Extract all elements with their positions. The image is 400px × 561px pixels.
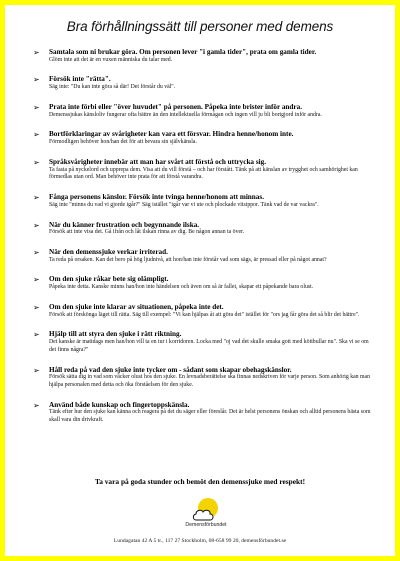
tip-text: Ta reda på orsaken. Kan det bero på hög ljudnivå, att hon/han inte förstår vad som sägs, är pressad eller på något annat?: [49, 256, 327, 263]
tip-text: Det kanske är mattdags men han/hon vill ta en tur i korridoren. Locka med "oj vad det skulle smaka gott med köttbullar nu". Ska vi se om det finns några?": [49, 339, 369, 353]
arrow-bullet-icon: ➢: [33, 302, 40, 312]
arrow-bullet-icon: ➢: [33, 157, 40, 167]
arrow-bullet-icon: ➢: [33, 75, 40, 85]
tip-item: [33, 221, 375, 237]
tip-heading: Språksvårigheter innebär att man har svårt att förstå och uttrycka sig.: [49, 157, 267, 166]
document-title: Bra förhållningssätt till personer med demens: [66, 19, 334, 34]
logo-wordmark: Demensförbundet: [185, 522, 227, 528]
tip-item: [33, 48, 375, 64]
demensforbundet-logo: [177, 496, 235, 532]
tip-heading: Hjälp till att styra den sjuke i rätt riktning.: [49, 330, 182, 339]
arrow-bullet-icon: ➢: [33, 48, 40, 57]
tip-heading: När du känner frustration och begynnande ilska.: [49, 220, 200, 229]
logo-cloud-shape: [193, 510, 213, 520]
tip-heading: Försök inte "rätta".: [49, 75, 111, 84]
tip-text: Förmodligen behöver hon/han det för att bevara sin självkänsla.: [49, 139, 197, 146]
tip-text: Påpeka inte detta. Kanske minns han/hon inte händelsen och även om så är fallet, skapar ett påpekande bara olust.: [49, 284, 314, 291]
tip-heading: Fånga personens känslor. Försök inte tvinga henne/honom att minnas.: [49, 193, 264, 202]
tip-text: Demenssjukas känsloliv fungerar ofta bättre än den intellektuella förmågan och ingen vill ju bli bortgjord inför andra.: [49, 111, 322, 118]
tip-text: Säg inte: "Du kan inte göra så där! Det förstår du väl".: [49, 84, 176, 91]
tip-item: [33, 303, 375, 319]
tip-heading: Prata inte förbi eller "över huvudet" på personen. Påpeka inte brister inför andra.: [49, 102, 303, 111]
tip-text: Tänk efter hur den sjuke kan känna och reagera på det du säger eller föreslår. Det är helst personens önskan och alltid personens bästa som skall vara din drivkraft.: [49, 409, 371, 423]
tips-list: [33, 48, 375, 436]
tip-heading: Använd både kunskap och fingertoppskänsla.: [49, 400, 190, 409]
tip-heading: När den demenssjuke verkar irriterad.: [49, 247, 168, 256]
footer-address: Lundagatan 42 A 5 tr., 117 27 Stockholm, 08-658 99 20, demensförbundet.se: [113, 538, 287, 544]
tip-item: [33, 103, 375, 119]
tip-text: Ta fasta på nyckelord och upprepa dem. Visa att du vill förstå – och har förstått. Tänk på att känslan av trygghet och samhörighet kan förmedlas utan ord. Man behöver inte prata för att förstå varandra.: [49, 166, 358, 181]
tip-item: [33, 248, 375, 264]
tip-heading: Håll reda på vad den sjuke inte tycker om - sådant som skapar obehagskänslor.: [49, 365, 292, 374]
tip-item: [33, 330, 375, 354]
arrow-bullet-icon: ➢: [33, 193, 40, 203]
tip-text: Försök att inte visa det. Gå ifrån och låt ilskan rinna av dig. Be någon annan ta över.: [49, 229, 245, 236]
arrow-bullet-icon: ➢: [33, 365, 40, 375]
tip-item: [33, 75, 375, 91]
tip-text: Glöm inte att det är en vuxen människa du talar med.: [49, 56, 173, 63]
tip-text: Försök att förskönga läget till rätta. Säg till exempel: "Vi kan hjälpas åt att göra det" istället för "ors jag får göra det så blir det bättre".: [49, 311, 360, 318]
tip-heading: Om den sjuke råkar bete sig olämpligt.: [49, 275, 169, 284]
tip-item: [33, 401, 375, 425]
closing-statement: Ta vara på goda stunder och bemöt den demenssjuke med respekt!: [94, 477, 306, 486]
tip-item: [33, 366, 375, 390]
tip-heading: Om den sjuke inte klarar av situationen, påpeka inte det.: [49, 302, 224, 311]
arrow-bullet-icon: ➢: [33, 400, 40, 410]
tip-text: Försök sätta dig in vad som väcker olust hos den sjuke. En levnadsberättelse ska finnas nedskriven för varje person. Som anhörig kan man hjälpa personalen med detta och öka förståelsen för den sjuke.: [49, 374, 371, 388]
arrow-bullet-icon: ➢: [33, 275, 40, 285]
arrow-bullet-icon: ➢: [33, 247, 40, 257]
arrow-bullet-icon: ➢: [33, 220, 40, 230]
tip-text: Säg inte "minns du vad vi gjorde igår?" Säg istället "igår var vi ute och plockade vitsippor. Tänk vad de var vackra".: [49, 201, 319, 208]
arrow-bullet-icon: ➢: [33, 130, 40, 140]
tip-item: [33, 275, 375, 291]
tip-item: [33, 130, 375, 146]
tip-item: [33, 193, 375, 209]
tip-heading: Samtala som ni brukar göra. Om personen lever "i gamla tider", prata om gamla tider.: [49, 48, 317, 56]
arrow-bullet-icon: ➢: [33, 330, 40, 340]
tip-item: [33, 158, 375, 182]
tip-heading: Bortförklaringar av svårigheter kan vara ett försvar. Hindra henne/honom inte.: [49, 130, 294, 139]
arrow-bullet-icon: ➢: [33, 102, 40, 112]
